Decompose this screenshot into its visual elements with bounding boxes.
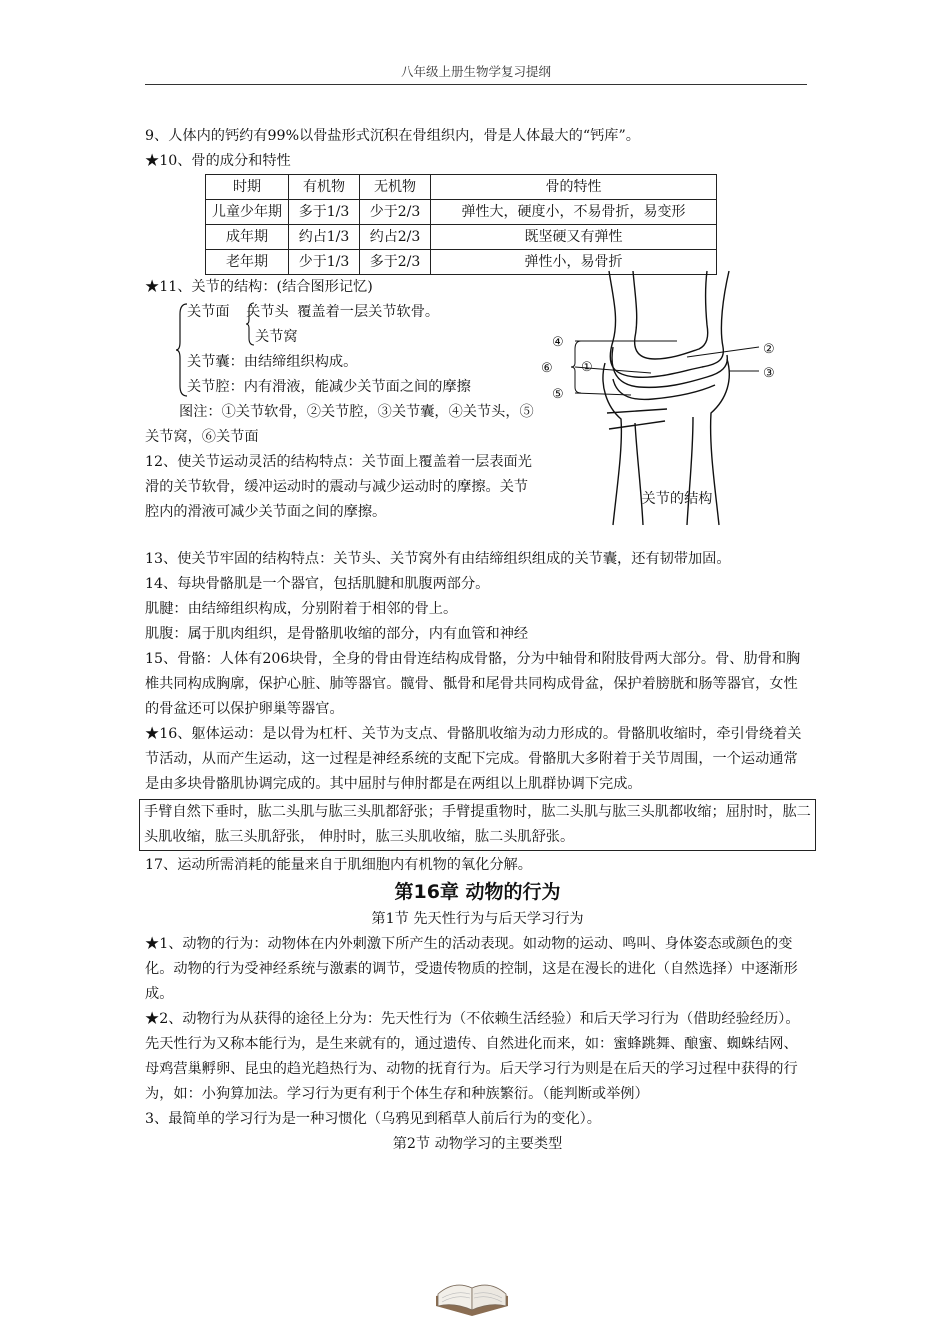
joint-section (145, 275, 810, 547)
table-cell: 约占1/3 (289, 225, 360, 250)
cartilage-line (612, 347, 727, 387)
figure-legend: 图注：①关节软骨，②关节腔，③关节囊，④关节头，⑤关节窝，⑥关节面 (145, 404, 534, 445)
figure-label: ② (763, 342, 775, 357)
item-13: 13、使关节牢固的结构特点：关节头、关节窝外有由结缔组织组成的关节囊，还有韧带加固。 (145, 551, 731, 567)
item-16: ★16、躯体运动：是以骨为杠杆、关节为支点、骨骼肌收缩为动力形成的。骨骼肌收缩时，牵引骨绕着关节活动，从而产生运动，这一过程是神经系统的支配下完成。骨骼肌大多附着于关节周围，一个运动通常是由多块骨骼肌协调完成的。其中屈肘与伸肘都是在两组以上肌群协调下完成。 (145, 726, 802, 792)
table-cell: 弹性大，硬度小，不易骨折，易变形 (431, 200, 717, 225)
figure-label: ⑤ (552, 387, 564, 402)
bone-composition-table (205, 174, 717, 275)
joint-cavity-text: 关节腔：内有滑液，能减少关节面之间的摩擦 (187, 379, 471, 395)
table-cell: 少于2/3 (360, 200, 431, 225)
section-2-title: 第2节 动物学习的主要类型 (392, 1136, 563, 1152)
chapter-item-3: 3、最简单的学习行为是一种习惯化（乌鸦见到稻草人前后行为的变化）。 (145, 1111, 601, 1127)
figure-label: ③ (763, 366, 775, 381)
joint-figure (541, 267, 807, 529)
table-cell: 既坚硬又有弹性 (431, 225, 717, 250)
item-15: 15、骨骼：人体有206块骨，全身的骨由骨连结构成骨骼，分为中轴骨和附肢骨两大部分。骨、肋骨和胸椎共同构成胸廓，保护心脏、肺等器官。髋骨、骶骨和尾骨共同构成骨盆，保护着膀胱和肠等器官，女性的骨盆还可以保护卵巢等器官。 (145, 651, 801, 717)
table-cell: 弹性小，易骨折 (431, 250, 717, 275)
cartilage-cover-label: 覆盖着一层关节软骨。 (297, 304, 440, 320)
book-icon (432, 1258, 512, 1320)
joint-capsule-text: 关节囊：由结缔组织构成。 (187, 354, 358, 370)
chapter-item-2: ★2、动物行为从获得的途径上分为：先天性行为（不依赖生活经验）和后天学习行为（借助经验经历）。先天性行为又称本能行为，是生来就有的，通过遗传、自然进化而来，如：蜜蜂跳舞、酿蜜、蜘蛛结网、母鸡营巢孵卵、昆虫的趋光趋热行为、动物的抚育行为。后天学习行为则是在后天的学习过程中获得的行为，如：小狗算加法。学习行为更有利于个体生存和种族繁衍。（能判断或举例） (145, 1011, 800, 1102)
figure-label: ④ (552, 335, 564, 350)
item-14: 14、每块骨骼肌是一个器官，包括肌腱和肌腹两部分。 (145, 576, 490, 592)
item-10-title: ★10、骨的成分和特性 (145, 153, 291, 169)
table-header-cell: 有机物 (289, 175, 360, 200)
item-14-belly: 肌腹：属于肌肉组织，是骨骼肌收缩的部分，内有血管和神经 (145, 626, 529, 642)
table-header-cell: 时期 (206, 175, 289, 200)
table-cell: 老年期 (206, 250, 289, 275)
item-14-tendon: 肌腱：由结缔组织构成，分别附着于相邻的骨上。 (145, 601, 458, 617)
item-11-title: ★11、关节的结构：(结合图形记忆) (145, 279, 373, 295)
table-header-cell: 无机物 (360, 175, 431, 200)
chapter-item-1: ★1、动物的行为：动物体在内外刺激下所产生的活动表现。如动物的运动、鸣叫、身体姿态或颜色的变化。动物的行为受神经系统与激素的调节，受遗传物质的控制，这是在漫长的进化（自然选择）中逐渐形成。 (145, 936, 798, 1002)
page-content (145, 124, 810, 1157)
figure-caption: 关节的结构 (641, 491, 713, 507)
page-header: 八年级上册生物学复习提纲 (145, 62, 807, 85)
table-cell: 少于1/3 (289, 250, 360, 275)
tibia-top-line (613, 379, 715, 399)
joint-surface-line (187, 300, 439, 325)
joint-socket-label: 关节窝 (255, 329, 298, 345)
table-header-cell: 骨的特性 (431, 175, 717, 200)
table-row (206, 200, 717, 225)
table-row (206, 225, 717, 250)
femur-inner-outline (633, 271, 708, 359)
socket-line-lower (609, 421, 665, 429)
table-cell: 多于2/3 (360, 250, 431, 275)
muscle-note-box: 手臂自然下垂时，肱二头肌与肱三头肌都舒张；手臂提重物时，肱二头肌与肱三头肌都收缩；屈肘时，肱二头肌收缩，肱三头肌舒张， 伸肘时，肱三头肌收缩，肱二头肌舒张。 (139, 799, 816, 851)
table-cell: 约占2/3 (360, 225, 431, 250)
joint-surface-label: 关节面 (187, 304, 230, 320)
figure-label: ⑥ (541, 361, 553, 376)
section-1-title: 第1节 先天性行为与后天学习行为 (371, 911, 584, 927)
joint-structure-brace-group (145, 300, 537, 400)
femur-outer-outline (609, 271, 729, 377)
table-cell: 多于1/3 (289, 200, 360, 225)
socket-line (607, 409, 667, 413)
table-header-row (206, 175, 717, 200)
figure-label: ① (581, 360, 593, 375)
item-12: 12、使关节运动灵活的结构特点：关节面上覆盖着一层表面光滑的关节软骨，缓冲运动时的震动与减少运动时的摩擦。关节腔内的滑液可减少关节面之间的摩擦。 (145, 454, 532, 520)
joint-head-label: 关节头 (246, 304, 289, 320)
item-17: 17、运动所需消耗的能量来自于肌细胞内有机物的氧化分解。 (145, 857, 532, 873)
item-9: 9、人体内的钙约有99%以骨盐形式沉积在骨组织内，骨是人体最大的“钙库”。 (145, 128, 640, 144)
joint-text (145, 275, 537, 525)
table-cell: 儿童少年期 (206, 200, 289, 225)
table-cell: 成年期 (206, 225, 289, 250)
chapter-title: 第16章 动物的行为 (394, 881, 561, 903)
